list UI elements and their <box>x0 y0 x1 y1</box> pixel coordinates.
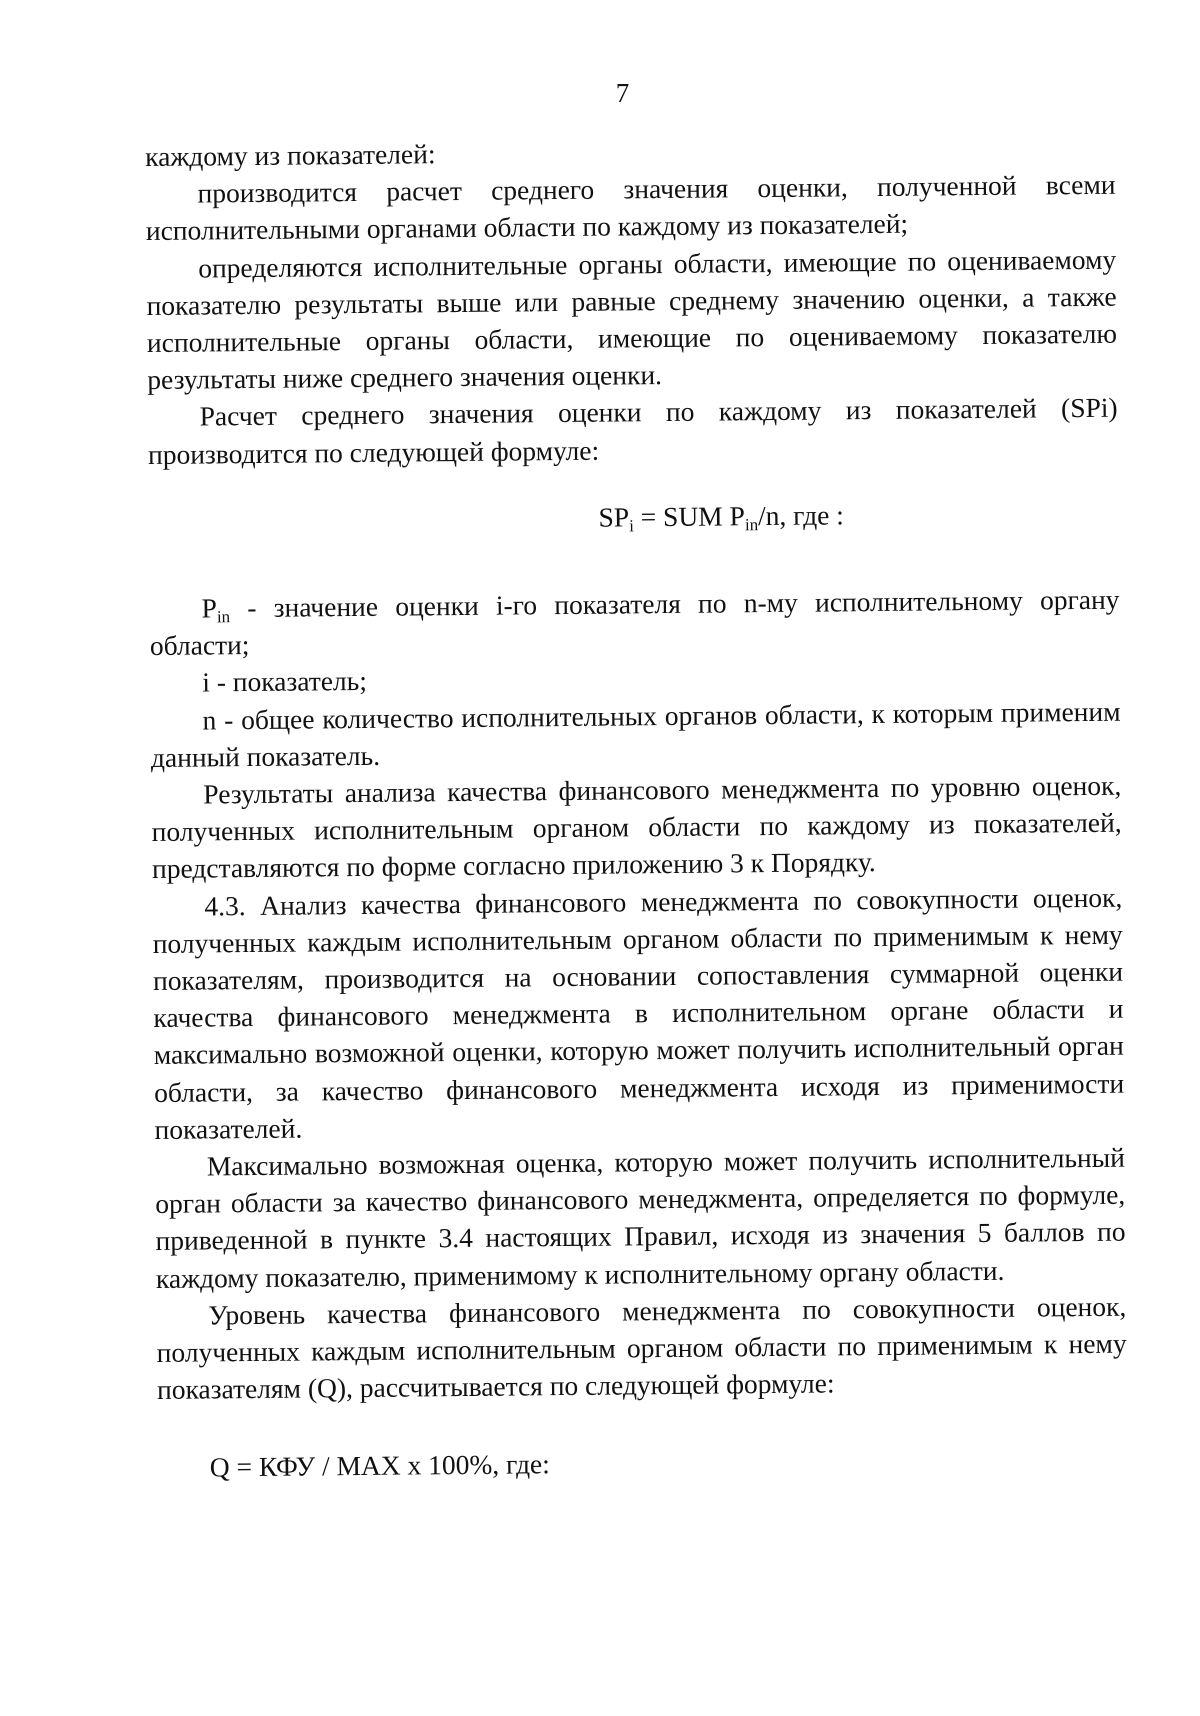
formula-sp-middle: = SUM P <box>633 500 745 533</box>
paragraph-11: Уровень качества финансового менеджмента по совокупности оценок, полученных каждым исполнительным органом области по применимым к нему показателям (Q), рассчитывается по следующей формуле: <box>156 1290 1127 1406</box>
formula-sp-tail: /n, где : <box>757 499 844 531</box>
paragraph-9: 4.3. Анализ качества финансового менеджмента по совокупности оценок, полученных каждым исполнительным органом области по применимым к нему показателям, производится на основании сопоставления суммарной оценки качества финансового менеджмента в исполнительном органе области и максимально возможной оценки, которую может получить исполнительный орган области, за качество финансового менеджмента исходя из применимости показателей. <box>152 881 1125 1145</box>
paragraph-1: каждому из показателей: <box>145 138 436 172</box>
paragraph-5-text: - значение оценки i-го показателя по n-му исполнительному органу области; <box>149 583 1120 662</box>
body-text <box>145 129 1128 1486</box>
paragraph-2: производится расчет среднего значения оценки, полученной всеми исполнительными органами области по каждому из показателей; <box>145 168 1116 247</box>
paragraph-10: Максимально возможная оценка, которую может получить исполнительный орган области за качество финансового менеджмента, определяется по формуле, приведенной в пункте 3.4 настоящих Правил, исходя из значения 5 баллов по каждому показателю, применимому к исполнительному органу области. <box>155 1141 1126 1294</box>
paragraph-6: i - показатель; <box>202 665 368 698</box>
paragraph-5-sub: in <box>216 607 231 627</box>
formula-sp-sub-in: in <box>744 514 759 535</box>
paragraph-7: n - общее количество исполнительных органов области, к которым применим данный показатель. <box>150 695 1121 773</box>
page-number: 7 <box>615 78 630 108</box>
paragraph-8: Результаты анализа качества финансового менеджмента по уровню оценок, полученных исполнительным органом области по каждому из показателей, представляются по форме согласно приложению 3 к Порядку. <box>151 769 1122 885</box>
formula-sp: $SP_i$ = SUM $P_{in}/n$, где : <box>598 499 844 536</box>
paragraph-4: Расчет среднего значения оценки по каждому из показателей (SPi) производится по следующей формуле: <box>147 392 1118 470</box>
paragraph-3: определяются исполнительные органы области, имеющие по оцениваемому показателю результаты выше или равные среднему значению оценки, а также исполнительные органы области, имеющие по оцениваемому показателю результаты ниже среднего значения оценки. <box>146 243 1118 396</box>
paragraph-5: $P_{in}$ - значение оценки i-го показателя по n-му исполнительному органу области; <box>149 583 1120 662</box>
formula-sp-sub-i: i <box>629 516 634 536</box>
formula-q: Q = КФУ / МАХ х 100%, где: <box>209 1447 550 1482</box>
